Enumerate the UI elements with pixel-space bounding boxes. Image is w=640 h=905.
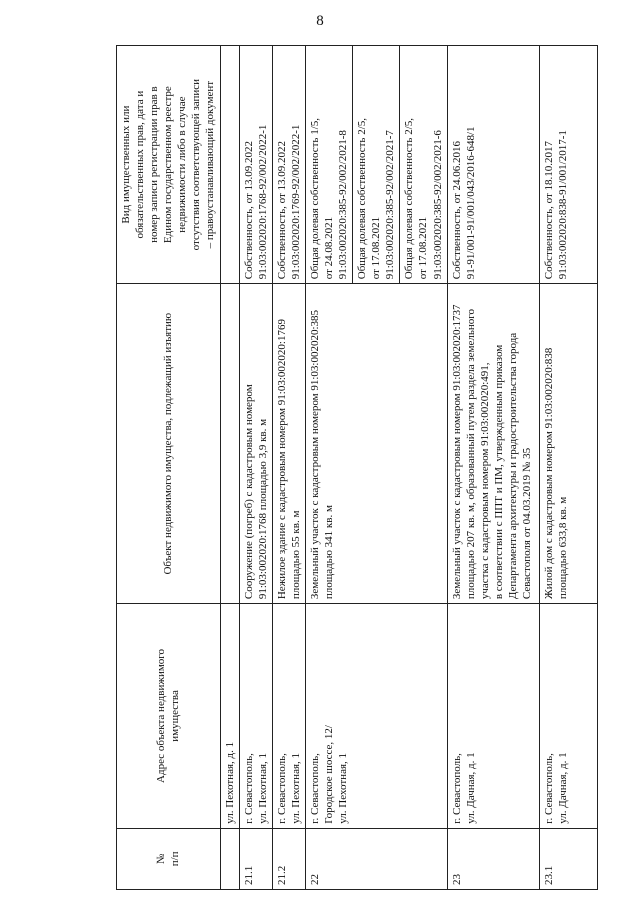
row-address: г. Севастополь, ул. Пехотная, 1: [272, 604, 305, 829]
row-number: 21.1: [239, 828, 272, 889]
header-right: Вид имущественных или обязательственных прав, дата и номер записи регистрации прав в Едином государственном реестре недвижимости либо в случае отсутствия соответствующей записи – правоустанавливающий документ: [117, 46, 221, 284]
table-row: [539, 46, 597, 890]
row-address: г. Севастополь, Городское шоссе, 12/ ул. Пехотная, 1: [305, 604, 447, 829]
row-address: г. Севастополь, ул. Дачная, д. 1: [539, 604, 597, 829]
row-number: 23: [447, 828, 539, 889]
row-number: 22: [305, 828, 447, 889]
header-address: Адрес объекта недвижимого имущества: [117, 604, 221, 829]
table-row: [447, 46, 539, 890]
header-number: № п/п: [117, 828, 221, 889]
table-header-row: [117, 46, 221, 890]
row-object: Жилой дом с кадастровым номером 91:03:002020:838 площадью 633,8 кв. м: [539, 284, 597, 604]
row-address: г. Севастополь, ул. Пехотная, 1: [239, 604, 272, 829]
row-right-share: Общая долевая собственность 2/5, от 17.08.2021 91:03:002020:385-92/002/2021-6: [400, 46, 447, 284]
property-table: [116, 45, 598, 890]
table-row: [239, 46, 272, 890]
row-number: 21.2: [272, 828, 305, 889]
header-object: Объект недвижимого имущества, подлежащий изъятию: [117, 284, 221, 604]
row-right-share: Общая долевая собственность 2/5, от 17.08.2021 91:03:002020:385-92/002/2021-7: [353, 46, 400, 284]
continuation-number: [220, 828, 239, 889]
row-object: Сооружение (погреб) с кадастровым номером 91:03:002020:1768 площадью 3,9 кв. м: [239, 284, 272, 604]
row-right-share: Общая долевая собственность 1/5, от 24.08.2021 91:03:002020:385-92/002/2021-8: [305, 46, 352, 284]
row-right: Собственность, от 24.06.2016 91-91/001-91/001/043/2016-648/1: [447, 46, 539, 284]
continuation-address: ул. Пехотная, д. 1: [220, 604, 239, 829]
row-object: Земельный участок с кадастровым номером 91:03:002020:385 площадью 341 кв. м: [305, 284, 447, 604]
row-object: Земельный участок с кадастровым номером 91:03:002020:1737 площадью 207 кв. м, образованный путем раздела земельного участка с кадастровым номером 91:03:002020:491, в соответствии с ППТ и ПМ, утвержденным приказом Департамента архитектуры и градостроительства города Севастополя от 04.03.2019 № 35: [447, 284, 539, 604]
row-right: Собственность, от 18.10.2017 91:03:002020:838-91/001/2017-1: [539, 46, 597, 284]
rotated-table-container: [116, 45, 571, 890]
table-row: [272, 46, 305, 890]
table-row-continuation: [220, 46, 239, 890]
page-number: 8: [316, 13, 324, 29]
table-row: [305, 46, 352, 890]
row-right: Собственность, от 13.09.2022 91:03:002020:1768-92/002/2022-1: [239, 46, 272, 284]
continuation-object: [220, 284, 239, 604]
row-address: г. Севастополь, ул. Дачная, д. 1: [447, 604, 539, 829]
row-number: 23.1: [539, 828, 597, 889]
row-object: Нежилое здание с кадастровым номером 91:03:002020:1769 площадью 55 кв. м: [272, 284, 305, 604]
row-right: Собственность, от 13.09.2022 91:03:002020:1769-92/002/2022-1: [272, 46, 305, 284]
continuation-right: [220, 46, 239, 284]
